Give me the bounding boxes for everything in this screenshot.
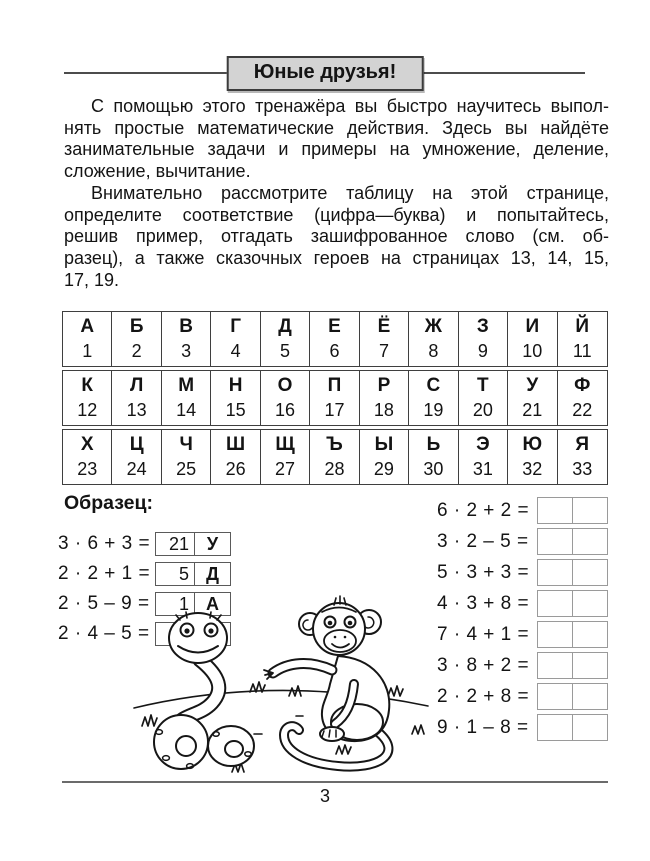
cipher-number: 8: [428, 341, 439, 361]
sample-answer-number: 1: [156, 593, 195, 615]
cipher-letter: Я: [575, 434, 590, 455]
cipher-number: 20: [472, 400, 493, 420]
snake-and-monkey-illustration: [126, 584, 434, 781]
cipher-letter: Ш: [226, 434, 246, 455]
cipher-letter: А: [80, 316, 95, 337]
cipher-number: 30: [423, 459, 444, 479]
cipher-letter: В: [179, 316, 193, 337]
exercise-answer-letter-box[interactable]: [573, 529, 607, 554]
cipher-cell: [310, 371, 359, 425]
cipher-number: 19: [423, 400, 444, 420]
cipher-cell: [360, 371, 409, 425]
cipher-cell: [63, 371, 112, 425]
cipher-letter: Ж: [424, 316, 442, 337]
page-number: 3: [319, 786, 330, 806]
intro-paragraph: [64, 96, 609, 183]
exercise-section: [437, 497, 608, 745]
cipher-letter: И: [525, 316, 540, 337]
cipher-number: 17: [324, 400, 345, 420]
sample-answer-letter: Д: [206, 564, 219, 584]
sample-expression: 2 · 2 + 1 =: [58, 563, 151, 584]
cipher-cell: [409, 430, 458, 484]
exercise-answer-number-box[interactable]: [538, 560, 573, 585]
sample-row: [58, 562, 231, 586]
cipher-row: [62, 370, 608, 426]
sample-heading: Образец:: [64, 492, 153, 514]
exercise-answer-box: [537, 652, 608, 679]
intro-line: Внимательно рассмотрите таблицу на этой странице,: [91, 182, 609, 203]
footer-rule: [62, 781, 608, 783]
exercise-row: [437, 497, 608, 524]
sample-expression: 2 · 5 – 9 =: [58, 593, 150, 614]
cipher-cell: [508, 371, 557, 425]
exercise-row: [437, 714, 608, 741]
exercise-answer-letter-box[interactable]: [573, 498, 607, 523]
cipher-letter: Й: [575, 316, 590, 337]
cipher-number: 13: [126, 400, 147, 420]
exercise-expression: 4 · 3 + 8 =: [437, 592, 530, 614]
sample-answer-letter: А: [206, 594, 219, 614]
exercise-answer-letter-box[interactable]: [573, 715, 607, 740]
cipher-letter: Ы: [374, 434, 394, 455]
cipher-cell: [459, 312, 508, 366]
cipher-letter: Н: [228, 375, 243, 396]
cipher-number: 12: [77, 400, 98, 420]
cipher-number: 24: [126, 459, 147, 479]
exercise-expression: 9 · 1 – 8 =: [437, 716, 529, 738]
exercise-expression: 3 · 2 – 5 =: [437, 530, 529, 552]
cipher-number: 2: [131, 341, 142, 361]
cipher-number: 3: [181, 341, 192, 361]
exercise-answer-number-box[interactable]: [538, 684, 573, 709]
monkey-icon: [264, 596, 389, 767]
exercise-answer-number-box[interactable]: [538, 591, 573, 616]
cipher-cell: [63, 430, 112, 484]
cipher-cell: [211, 312, 260, 366]
intro-line: определите соответствие (цифра—буква) и попытайтесь,: [64, 204, 609, 225]
cipher-number: 1: [82, 341, 93, 361]
cipher-number: 29: [373, 459, 394, 479]
cipher-cell: [558, 430, 607, 484]
intro-line: занимательные задачи и примеры на умножение, деление,: [64, 139, 609, 160]
exercise-answer-number-box[interactable]: [538, 529, 573, 554]
cipher-letter: М: [178, 375, 195, 396]
cipher-letter: Ц: [129, 434, 144, 455]
cipher-cell: [558, 371, 607, 425]
cipher-letter: Ь: [426, 434, 441, 455]
exercise-answer-box: [537, 683, 608, 710]
sample-answer-number: 21: [156, 533, 195, 555]
cipher-letter: К: [81, 375, 94, 396]
exercise-answer-letter-box[interactable]: [573, 560, 607, 585]
exercise-expression: 7 · 4 + 1 =: [437, 623, 530, 645]
cipher-letter: Р: [377, 375, 391, 396]
cipher-letter: З: [476, 316, 489, 337]
exercise-row: [437, 590, 608, 617]
cipher-cell: [162, 371, 211, 425]
cipher-letter: Г: [230, 316, 241, 337]
cipher-letter: Щ: [275, 434, 295, 455]
cipher-number: 27: [275, 459, 296, 479]
cipher-number: 23: [77, 459, 98, 479]
cipher-cell: [162, 430, 211, 484]
cipher-number: 10: [522, 341, 543, 361]
cipher-letter: Х: [80, 434, 94, 455]
exercise-row: [437, 621, 608, 648]
exercise-list: [437, 497, 608, 741]
exercise-answer-box: [537, 528, 608, 555]
cipher-number: 15: [225, 400, 246, 420]
cipher-letter: Ё: [377, 316, 391, 337]
cipher-cell: [459, 430, 508, 484]
cipher-cell: [162, 312, 211, 366]
cipher-cell: [508, 312, 557, 366]
exercise-answer-number-box[interactable]: [538, 715, 573, 740]
cipher-cell: [261, 371, 310, 425]
exercise-row: [437, 683, 608, 710]
sample-answer-letter: У: [206, 534, 219, 554]
cipher-letter: Б: [129, 316, 144, 337]
cipher-row: [62, 429, 608, 485]
cipher-cell: [211, 430, 260, 484]
cipher-letter: Ъ: [326, 434, 343, 455]
intro-line: сложение, вычитание.: [64, 161, 251, 182]
exercise-answer-number-box[interactable]: [538, 622, 573, 647]
sample-row: [58, 532, 231, 556]
cipher-number: 32: [522, 459, 543, 479]
exercise-expression: 5 · 3 + 3 =: [437, 561, 530, 583]
cipher-cell: [459, 371, 508, 425]
intro-line: решив пример, отгадать зашифрованное слово (см. об-: [64, 226, 609, 247]
cipher-letter: Э: [476, 434, 490, 455]
cipher-cell: [211, 371, 260, 425]
cipher-cell: [112, 312, 161, 366]
sample-answer-box: [155, 532, 231, 556]
cipher-cell: [360, 312, 409, 366]
intro-line: С помощью этого тренажёра вы быстро научитесь выпол-: [91, 96, 609, 116]
page-title: Юные друзья!: [227, 56, 424, 91]
exercise-expression: 3 · 8 + 2 =: [437, 654, 530, 676]
cipher-number: 18: [373, 400, 394, 420]
cipher-cell: [261, 430, 310, 484]
cipher-number: 21: [522, 400, 543, 420]
cipher-number: 6: [329, 341, 340, 361]
cipher-letter: У: [526, 375, 539, 396]
cipher-letter: Л: [130, 375, 144, 396]
exercise-row: [437, 528, 608, 555]
sample-expression: 2 · 4 – 5 =: [58, 623, 150, 644]
cipher-cell: [261, 312, 310, 366]
cipher-letter: С: [426, 375, 441, 396]
exercise-answer-letter-box[interactable]: [573, 591, 607, 616]
cipher-number: 16: [275, 400, 296, 420]
exercise-expression: 2 · 2 + 8 =: [437, 685, 530, 707]
intro-line: нять простые математические действия. Здесь вы найдёте: [64, 117, 609, 138]
cipher-table: [62, 311, 608, 488]
cipher-letter: О: [277, 375, 293, 396]
cipher-letter: Ю: [522, 434, 543, 455]
cipher-number: 33: [572, 459, 593, 479]
cipher-number: 4: [230, 341, 241, 361]
exercise-answer-box: [537, 590, 608, 617]
exercise-answer-number-box[interactable]: [538, 653, 573, 678]
exercise-answer-letter-box[interactable]: [573, 622, 607, 647]
intro: [64, 96, 609, 291]
cipher-cell: [112, 371, 161, 425]
cipher-cell: [409, 371, 458, 425]
exercise-expression: 6 · 2 + 2 =: [437, 499, 530, 521]
cipher-letter: Ф: [574, 375, 591, 396]
intro-line: разец), а также сказочных героев на страницах 13, 14, 15,: [64, 247, 609, 268]
cipher-letter: Т: [477, 375, 489, 396]
cipher-cell: [508, 430, 557, 484]
exercise-answer-number-box[interactable]: [538, 498, 573, 523]
cipher-number: 26: [225, 459, 246, 479]
cipher-cell: [310, 430, 359, 484]
cipher-cell: [63, 312, 112, 366]
exercise-answer-box: [537, 621, 608, 648]
exercise-answer-letter-box[interactable]: [573, 684, 607, 709]
cipher-letter: Д: [278, 316, 292, 337]
cipher-number: 25: [176, 459, 197, 479]
intro-line: 17, 19.: [64, 269, 120, 290]
sample-expression: 3 · 6 + 3 =: [58, 533, 151, 554]
cipher-number: 31: [472, 459, 493, 479]
cipher-number: 22: [572, 400, 593, 420]
cipher-letter: Ч: [179, 434, 193, 455]
cipher-cell: [409, 312, 458, 366]
cipher-number: 5: [280, 341, 291, 361]
cipher-number: 9: [477, 341, 488, 361]
sample-answer-box: [155, 562, 231, 586]
cipher-cell: [558, 312, 607, 366]
sample-answer-number: 5: [156, 563, 195, 585]
cipher-number: 28: [324, 459, 345, 479]
cipher-number: 14: [176, 400, 197, 420]
exercise-row: [437, 652, 608, 679]
exercise-answer-letter-box[interactable]: [573, 653, 607, 678]
exercise-answer-box: [537, 559, 608, 586]
exercise-answer-box: [537, 714, 608, 741]
cipher-row: [62, 311, 608, 367]
exercise-row: [437, 559, 608, 586]
cipher-number: 7: [378, 341, 389, 361]
cipher-letter: Е: [328, 316, 341, 337]
cipher-letter: П: [327, 375, 342, 396]
snake-icon: [154, 612, 254, 769]
cipher-cell: [360, 430, 409, 484]
cipher-number: 11: [572, 341, 592, 361]
intro-paragraph: [64, 183, 609, 292]
cipher-cell: [112, 430, 161, 484]
cipher-cell: [310, 312, 359, 366]
exercise-answer-box: [537, 497, 608, 524]
